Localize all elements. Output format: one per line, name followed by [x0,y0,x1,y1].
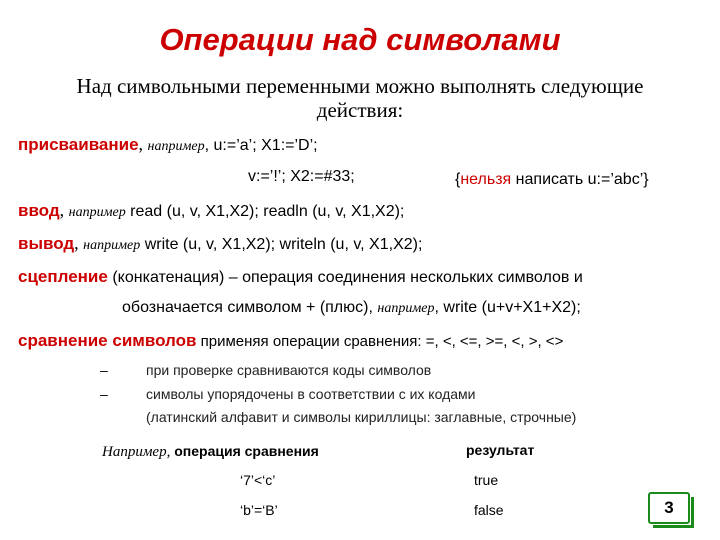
note-dash-1: – [100,362,108,378]
table-col-result: результат [466,442,535,458]
input-example-label: например [68,205,126,220]
forbidden-word: нельзя [460,171,512,188]
table-row-2-result: false [474,502,504,518]
concat-row-2 [122,296,581,317]
concat-example-label: например [377,301,435,316]
compare-term: сравнение символов [18,331,197,350]
output-row: вывод, например write (u, v, X1,X2); writeln (u, v, X1,X2); [18,233,423,253]
input-row: ввод, например read (u, v, X1,X2); readln (u, v, X1,X2); [18,200,405,220]
output-code: write (u, v, X1,X2); writeln (u, v, X1,X2); [140,236,423,253]
table-row-1-result: true [474,472,499,488]
input-term: ввод [18,201,60,220]
input-code: read (u, v, X1,X2); readln (u, v, X1,X2); [125,203,405,220]
table-header [102,440,319,461]
brace-text: написать u:=’abc’} [511,171,649,188]
table-row-1-expr: ‘7’<‘c’ [240,472,276,488]
assign-example-label: например [147,139,205,154]
concat-term: сцепление [18,267,108,286]
assign-code-2: v:=’!’; X2:=#33; [248,168,355,185]
concat-text-2: обозначается символом + (плюс), [122,299,373,316]
assign-code-1: , u:=’a’; X1:=’D’; [204,137,318,154]
assign-sep: , [138,134,144,154]
concat-text-1: – операция соединения нескольких символов и [224,269,583,286]
compare-text: применяя операции сравнения: =, <, <=, >=, <, >, <> [196,333,564,350]
brace-open: { [455,171,461,188]
compare-row [18,330,563,351]
page-number-badge: 3 [648,492,690,524]
note-text-1: при проверке сравниваются коды символов [146,362,432,378]
intro-line-2: действия: [316,98,404,122]
concat-code: , write (u+v+X1+X2); [434,299,581,316]
intro-line-1: Над символьными переменными можно выполнять следующие [76,74,644,98]
assign-row-1 [18,134,318,155]
page-title: Операции над символами [159,22,561,57]
assign-note [455,168,649,189]
output-term: вывод [18,234,75,253]
note-dash-2: – [100,386,108,402]
note-text-2: символы упорядочены в соответствии с их кодами [146,386,476,402]
table-example-label: Например, [102,444,171,460]
note-text-3: (латинский алфавит и символы кириллицы: заглавные, строчные) [146,409,577,425]
concat-paren-term: (конкатенация) [112,269,225,286]
assign-term: присваивание [18,135,139,154]
table-col-operation: операция сравнения [170,443,319,459]
concat-row-1 [18,266,583,287]
output-example-label: например [83,238,141,253]
table-row-2-expr: ‘b’=‘B’ [240,502,278,518]
